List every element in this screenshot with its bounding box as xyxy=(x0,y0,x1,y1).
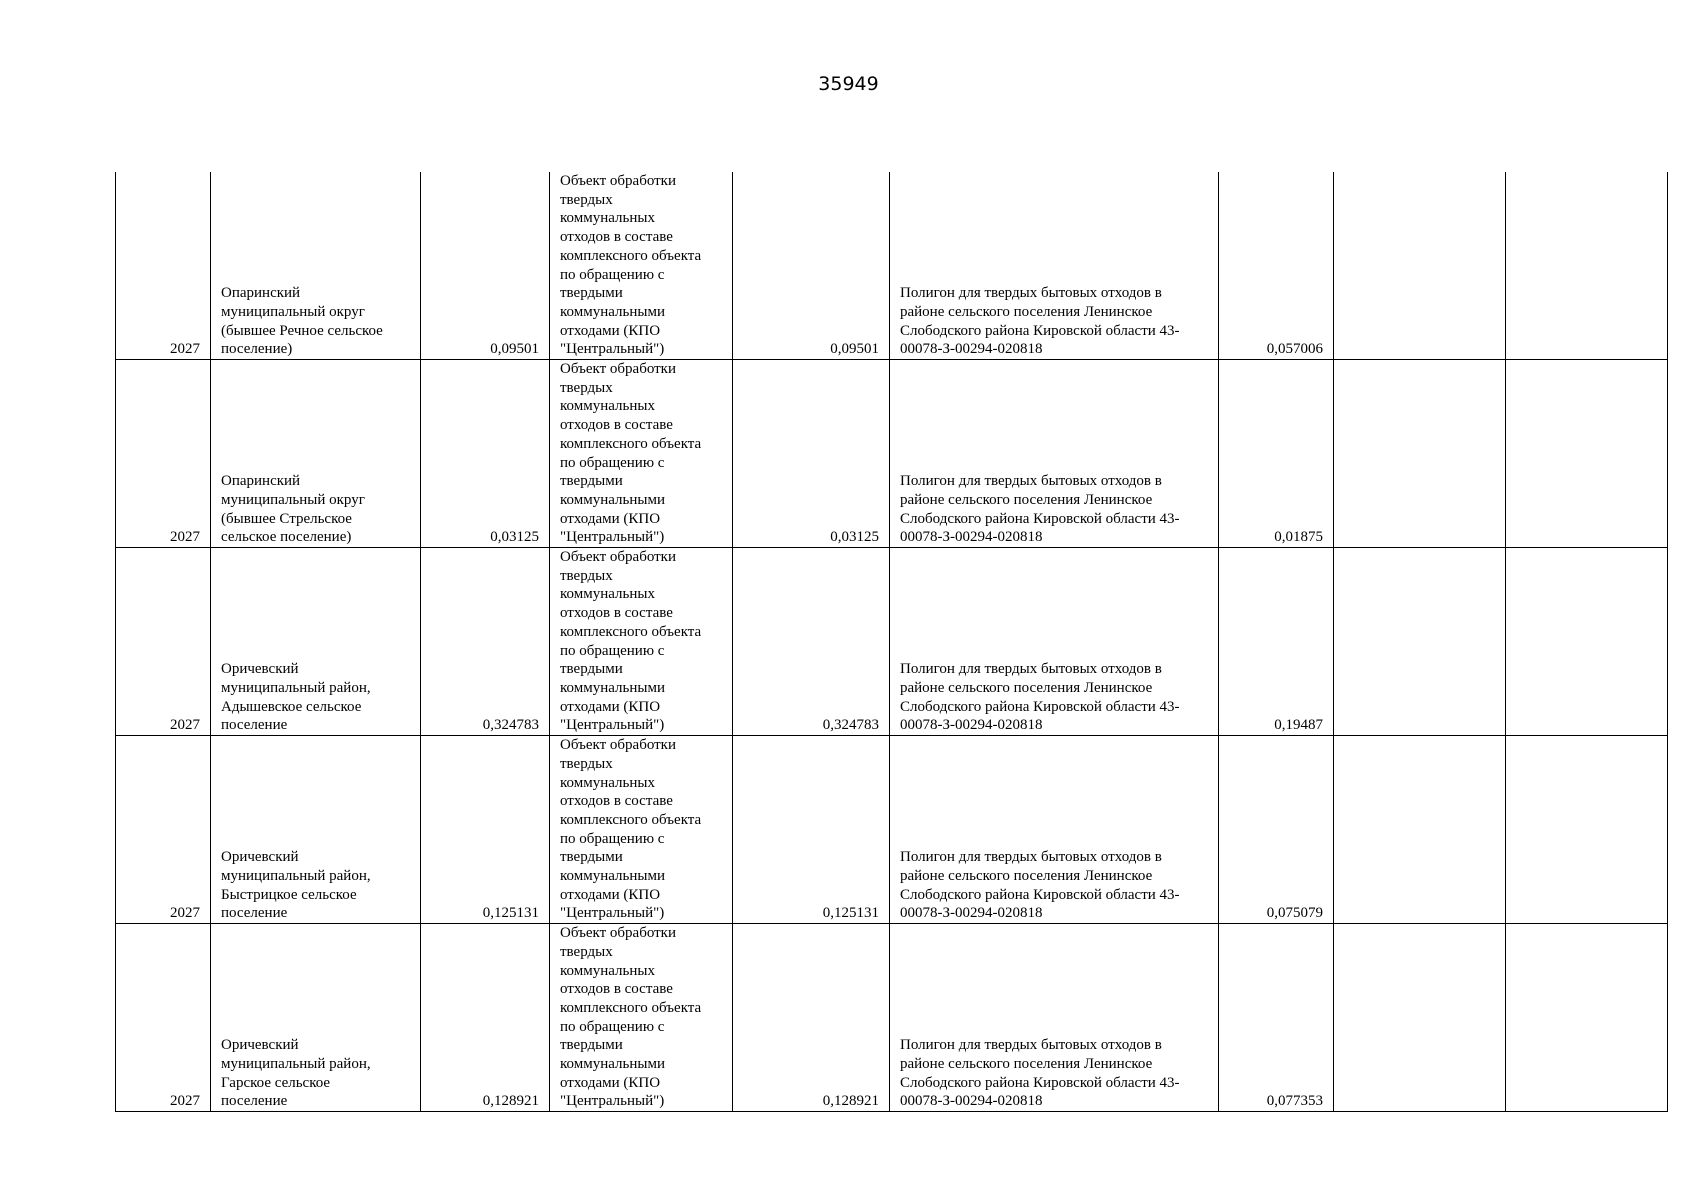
processing-object-line: твердыми xyxy=(560,661,623,678)
empty-cell-8 xyxy=(1334,360,1506,548)
landfill-line: Слободского района Кировской области 43- xyxy=(900,322,1180,339)
processing-object-line: по обращению с xyxy=(560,266,665,283)
processing-object-line: коммунальных xyxy=(560,210,655,227)
landfill-line: 00078-З-00294-020818 xyxy=(900,1093,1043,1110)
landfill-cell xyxy=(890,548,1219,736)
empty-cell-9 xyxy=(1506,172,1668,360)
disposal-volume-cell xyxy=(1219,924,1334,1112)
processed-volume-cell xyxy=(733,548,890,736)
landfill-line: 00078-З-00294-020818 xyxy=(900,905,1043,922)
landfill-line: районе сельского поселения Ленинское xyxy=(900,868,1153,885)
waste-volume-value: 0,324783 xyxy=(482,717,539,734)
processing-object-line: отходов в составе xyxy=(560,793,673,810)
year-cell xyxy=(116,736,211,924)
processed-volume-cell xyxy=(733,736,890,924)
municipality-line: Гарское сельское xyxy=(221,1074,331,1091)
processing-object-line: "Центральный") xyxy=(560,717,665,734)
empty-cell-8 xyxy=(1334,736,1506,924)
landfill-cell xyxy=(890,172,1219,360)
processing-object-line: твердыми xyxy=(560,473,623,490)
waste-volume-cell xyxy=(421,736,550,924)
year-value: 2027 xyxy=(170,341,200,358)
processing-object-line: Объект обработки xyxy=(560,925,676,942)
processing-object-line: коммунальными xyxy=(560,491,665,508)
year-value: 2027 xyxy=(170,717,200,734)
municipality-cell xyxy=(211,924,421,1112)
processing-object-line: комплексного объекта xyxy=(560,811,702,828)
processing-object-line: комплексного объекта xyxy=(560,435,702,452)
processing-object-line: отходов в составе xyxy=(560,981,673,998)
processing-object-line: отходами (КПО xyxy=(560,510,661,527)
disposal-volume-value: 0,077353 xyxy=(1266,1093,1323,1110)
processing-object-cell xyxy=(550,548,733,736)
municipality-cell xyxy=(211,736,421,924)
processing-object-cell xyxy=(550,172,733,360)
municipality-line: Оричевский xyxy=(221,661,299,678)
processed-volume-value: 0,125131 xyxy=(822,905,879,922)
processing-object-line: отходами (КПО xyxy=(560,1074,661,1091)
processing-object-line: Объект обработки xyxy=(560,173,676,189)
landfill-line: Слободского района Кировской области 43- xyxy=(900,698,1180,715)
table-row xyxy=(116,736,1668,924)
municipality-line: Оричевский xyxy=(221,1037,299,1054)
year-cell xyxy=(116,548,211,736)
disposal-volume-value: 0,19487 xyxy=(1274,717,1323,734)
processed-volume-value: 0,03125 xyxy=(830,529,879,546)
processing-object-line: твердыми xyxy=(560,1037,623,1054)
municipality-line: (бывшее Стрельское xyxy=(221,510,352,527)
landfill-cell xyxy=(890,360,1219,548)
table-row xyxy=(116,172,1668,360)
processing-object-line: твердых xyxy=(560,567,613,584)
processing-object-line: коммунальных xyxy=(560,398,655,415)
municipality-line: поселение xyxy=(221,905,288,922)
processing-object-line: "Центральный") xyxy=(560,341,665,358)
processing-object-line: коммунальными xyxy=(560,868,665,885)
waste-volume-cell xyxy=(421,360,550,548)
empty-cell-9 xyxy=(1506,548,1668,736)
processing-object-line: твердых xyxy=(560,379,613,396)
processing-object-line: твердыми xyxy=(560,285,623,302)
empty-cell-9 xyxy=(1506,360,1668,548)
landfill-line: районе сельского поселения Ленинское xyxy=(900,679,1153,696)
processing-object-line: отходов в составе xyxy=(560,417,673,434)
processing-object-line: по обращению с xyxy=(560,454,665,471)
municipality-line: муниципальный район, xyxy=(221,679,371,696)
municipality-line: сельское поселение) xyxy=(221,529,352,546)
processing-object-line: по обращению с xyxy=(560,830,665,847)
landfill-line: Полигон для твердых бытовых отходов в xyxy=(900,849,1162,866)
disposal-volume-cell xyxy=(1219,172,1334,360)
year-cell xyxy=(116,172,211,360)
municipality-line: Быстрицкое сельское xyxy=(221,886,357,903)
processing-object-line: твердых xyxy=(560,943,613,960)
landfill-line: Полигон для твердых бытовых отходов в xyxy=(900,285,1162,302)
municipality-line: Опаринский xyxy=(221,285,301,302)
processing-object-line: по обращению с xyxy=(560,1018,665,1035)
year-value: 2027 xyxy=(170,905,200,922)
processing-object-line: твердыми xyxy=(560,849,623,866)
processing-object-line: коммунальных xyxy=(560,586,655,603)
municipality-cell xyxy=(211,548,421,736)
processing-object-line: отходами (КПО xyxy=(560,886,661,903)
municipality-line: Опаринский xyxy=(221,473,301,490)
municipality-line: (бывшее Речное сельское xyxy=(221,322,383,339)
year-value: 2027 xyxy=(170,1093,200,1110)
processing-object-line: "Центральный") xyxy=(560,529,665,546)
empty-cell-8 xyxy=(1334,548,1506,736)
processing-object-line: отходов в составе xyxy=(560,605,673,622)
processing-object-line: "Центральный") xyxy=(560,1093,665,1110)
table-body xyxy=(116,172,1668,1112)
processing-object-line: Объект обработки xyxy=(560,549,676,566)
municipality-line: поселение xyxy=(221,1093,288,1110)
processing-object-cell xyxy=(550,924,733,1112)
empty-cell-8 xyxy=(1334,172,1506,360)
disposal-volume-value: 0,01875 xyxy=(1274,529,1323,546)
municipality-line: муниципальный район, xyxy=(221,1056,371,1073)
processed-volume-value: 0,324783 xyxy=(822,717,879,734)
processing-object-line: коммунальными xyxy=(560,303,665,320)
landfill-line: 00078-З-00294-020818 xyxy=(900,529,1043,546)
waste-volume-value: 0,125131 xyxy=(482,905,539,922)
municipality-line: муниципальный округ xyxy=(221,491,365,508)
waste-flow-table-container xyxy=(115,172,1667,1112)
processing-object-line: комплексного объекта xyxy=(560,999,702,1016)
table-row xyxy=(116,360,1668,548)
municipality-cell xyxy=(211,360,421,548)
processing-object-line: Объект обработки xyxy=(560,361,676,378)
processing-object-line: "Центральный") xyxy=(560,905,665,922)
year-value: 2027 xyxy=(170,529,200,546)
landfill-line: Полигон для твердых бытовых отходов в xyxy=(900,1037,1162,1054)
landfill-cell xyxy=(890,924,1219,1112)
municipality-line: муниципальный район, xyxy=(221,868,371,885)
municipality-line: поселение) xyxy=(221,341,293,358)
waste-volume-cell xyxy=(421,172,550,360)
waste-volume-value: 0,128921 xyxy=(482,1093,539,1110)
disposal-volume-cell xyxy=(1219,360,1334,548)
landfill-line: 00078-З-00294-020818 xyxy=(900,341,1043,358)
processed-volume-value: 0,09501 xyxy=(830,341,879,358)
processing-object-cell xyxy=(550,736,733,924)
page-number: 35949 xyxy=(818,73,879,95)
empty-cell-8 xyxy=(1334,924,1506,1112)
table-row xyxy=(116,924,1668,1112)
waste-volume-cell xyxy=(421,924,550,1112)
processed-volume-cell xyxy=(733,360,890,548)
landfill-line: Полигон для твердых бытовых отходов в xyxy=(900,661,1162,678)
empty-cell-9 xyxy=(1506,736,1668,924)
landfill-line: Слободского района Кировской области 43- xyxy=(900,1074,1180,1091)
processed-volume-cell xyxy=(733,924,890,1112)
disposal-volume-cell xyxy=(1219,548,1334,736)
waste-volume-cell xyxy=(421,548,550,736)
landfill-line: районе сельского поселения Ленинское xyxy=(900,1056,1153,1073)
municipality-line: Оричевский xyxy=(221,849,299,866)
processed-volume-value: 0,128921 xyxy=(822,1093,879,1110)
processing-object-line: комплексного объекта xyxy=(560,247,702,264)
landfill-line: Слободского района Кировской области 43- xyxy=(900,886,1180,903)
processing-object-line: коммунальных xyxy=(560,962,655,979)
waste-volume-value: 0,03125 xyxy=(490,529,539,546)
municipality-line: Адышевское сельское xyxy=(221,698,362,715)
processing-object-line: коммунальных xyxy=(560,774,655,791)
landfill-line: 00078-З-00294-020818 xyxy=(900,717,1043,734)
processing-object-line: коммунальными xyxy=(560,679,665,696)
disposal-volume-cell xyxy=(1219,736,1334,924)
empty-cell-9 xyxy=(1506,924,1668,1112)
processing-object-line: твердых xyxy=(560,755,613,772)
waste-volume-value: 0,09501 xyxy=(490,341,539,358)
landfill-line: Слободского района Кировской области 43- xyxy=(900,510,1180,527)
municipality-line: муниципальный округ xyxy=(221,303,365,320)
landfill-line: Полигон для твердых бытовых отходов в xyxy=(900,473,1162,490)
disposal-volume-value: 0,075079 xyxy=(1266,905,1323,922)
processing-object-line: Объект обработки xyxy=(560,737,676,754)
processing-object-cell xyxy=(550,360,733,548)
year-cell xyxy=(116,360,211,548)
landfill-cell xyxy=(890,736,1219,924)
processing-object-line: отходами (КПО xyxy=(560,698,661,715)
table-row xyxy=(116,548,1668,736)
landfill-line: районе сельского поселения Ленинское xyxy=(900,303,1153,320)
processing-object-line: отходами (КПО xyxy=(560,322,661,339)
municipality-line: поселение xyxy=(221,717,288,734)
processing-object-line: по обращению с xyxy=(560,642,665,659)
waste-flow-table xyxy=(115,172,1668,1112)
landfill-line: районе сельского поселения Ленинское xyxy=(900,491,1153,508)
disposal-volume-value: 0,057006 xyxy=(1266,341,1323,358)
processing-object-line: коммунальными xyxy=(560,1056,665,1073)
municipality-cell xyxy=(211,172,421,360)
year-cell xyxy=(116,924,211,1112)
processing-object-line: отходов в составе xyxy=(560,229,673,246)
processing-object-line: комплексного объекта xyxy=(560,623,702,640)
processed-volume-cell xyxy=(733,172,890,360)
processing-object-line: твердых xyxy=(560,191,613,208)
